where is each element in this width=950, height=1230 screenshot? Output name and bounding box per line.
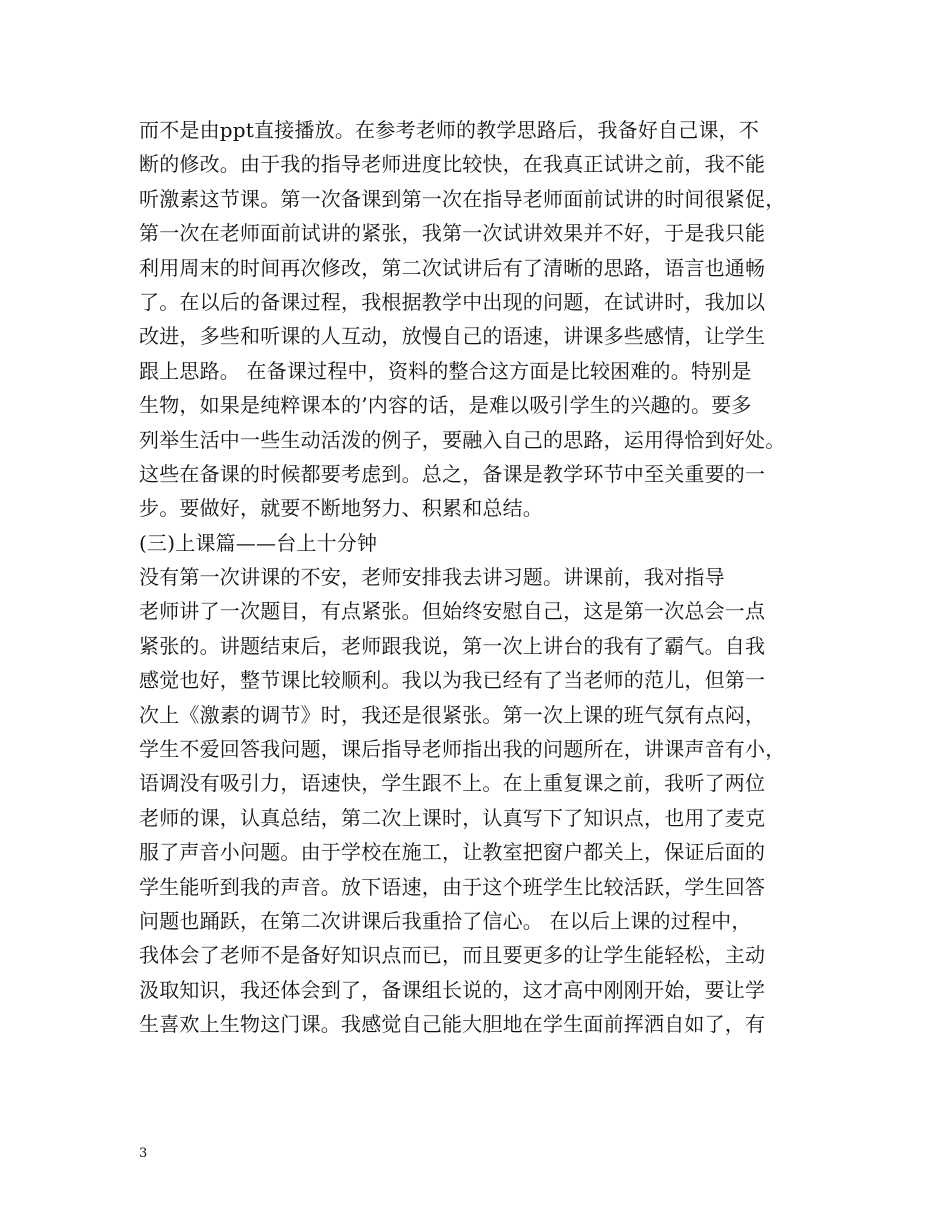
text-line: 生物，如果是纯粹课本的’内容的话，是难以吸引学生的兴趣的。要多 bbox=[139, 393, 752, 418]
body-text bbox=[139, 113, 829, 1042]
text-line: 而不是由ppt直接播放。在参考老师的教学思路后，我备好自己课，不 bbox=[139, 118, 760, 142]
text-line: 这些在备课的时候都要考虑到。总之，备课是教学环节中至关重要的一 bbox=[139, 461, 766, 486]
text-line: 生喜欢上生物这门课。我感觉自己能大胆地在学生面前挥洒自如了，有 bbox=[139, 1012, 766, 1037]
text-line: 学生不爱回答我问题，课后指导老师指出我的问题所在，讲课声音有小， bbox=[139, 737, 786, 762]
page-number: 3 bbox=[139, 1146, 148, 1161]
text-line: 了。在以后的备课过程，我根据教学中出现的问题，在试讲时，我加以 bbox=[139, 289, 766, 314]
text-line: 老师的课，认真总结，第二次上课时，认真写下了知识点，也用了麦克 bbox=[139, 805, 766, 830]
text-line: 问题也踊跃，在第二次讲课后我重拾了信心。 在以后上课的过程中， bbox=[139, 908, 752, 933]
text-line: 紧张的。讲题结束后，老师跟我说，第一次上讲台的我有了霸气。自我 bbox=[139, 633, 766, 658]
text-line: 听激素这节课。第一次备课到第一次在指导老师面前试讲的时间很紧促， bbox=[139, 186, 786, 211]
text-line: 感觉也好，整节课比较顺利。我以为我已经有了当老师的范儿，但第一 bbox=[139, 668, 766, 693]
text-line: 改进，多些和听课的人互动，放慢自己的语速，讲课多些感情，让学生 bbox=[139, 324, 766, 349]
text-line: 跟上思路。 在备课过程中，资料的整合这方面是比较困难的。特别是 bbox=[139, 358, 752, 383]
text-line: 利用周末的时间再次修改，第二次试讲后有了清晰的思路，语言也通畅 bbox=[139, 255, 766, 280]
section-heading: (三)上课篇——台上十分钟 bbox=[139, 530, 378, 555]
text-line: 语调没有吸引力，语速快，学生跟不上。在上重复课之前，我听了两位 bbox=[139, 771, 766, 796]
text-line: 第一次在老师面前试讲的紧张，我第一次试讲效果并不好，于是我只能 bbox=[139, 221, 766, 246]
text-line: 断的修改。由于我的指导老师进度比较快，在我真正试讲之前，我不能 bbox=[139, 152, 766, 177]
text-line: 次上《激素的调节》时，我还是很紧张。第一次上课的班气氛有点闷， bbox=[139, 702, 766, 727]
text-line: 列举生活中一些生动活泼的例子，要融入自己的思路，运用得恰到好处。 bbox=[139, 427, 786, 452]
text-line: 学生能听到我的声音。放下语速，由于这个班学生比较活跃，学生回答 bbox=[139, 874, 766, 899]
text-line: 我体会了老师不是备好知识点而已，而且要更多的让学生能轻松，主动 bbox=[139, 943, 766, 968]
text-line: 步。要做好，就要不断地努力、积累和总结。 bbox=[139, 496, 543, 521]
text-line: 没有第一次讲课的不安，老师安排我去讲习题。讲课前，我对指导 bbox=[139, 565, 725, 590]
text-line: 老师讲了一次题目，有点紧张。但始终安慰自己，这是第一次总会一点 bbox=[139, 599, 766, 624]
text-line: 服了声音小问题。由于学校在施工，让教室把窗户都关上，保证后面的 bbox=[139, 840, 766, 865]
text-line: 汲取知识，我还体会到了，备课组长说的，这才高中刚刚开始，要让学 bbox=[139, 977, 766, 1002]
